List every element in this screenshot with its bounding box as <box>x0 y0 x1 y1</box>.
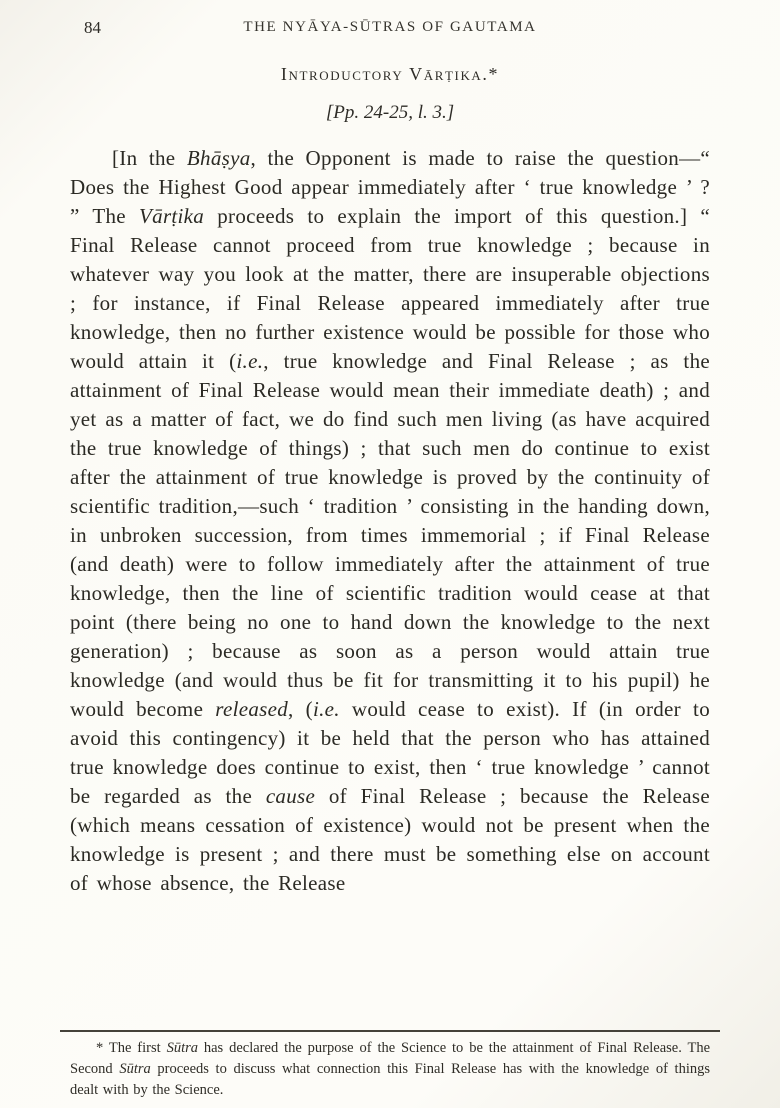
running-head: THE NYĀYA-SŪTRAS OF GAUTAMA <box>243 19 537 35</box>
footnote-text: * The first Sūtra has declared the purpose of the Science to be the attainment of Final Release. The Second Sūtra proceeds to discuss what connection this Final Release has with the knowledge of things dealt with by the Science. <box>70 1040 711 1098</box>
page-number: 84 <box>84 18 101 37</box>
passage-reference: [Pp. 24-25, l. 3.] <box>325 102 455 123</box>
footnote-divider <box>60 1030 720 1032</box>
page-header <box>70 16 710 42</box>
body-paragraph: [In the Bhāṣya, the Opponent is made to raise the question—“ Does the Highest Good appear immediately after ‘ true knowledge ’ ? ” The Vārṭika proceeds to explain the import of this question.] “ Final Release cannot proceed from true knowledge ; because in whatever way you look at the matter, there are insuperable objections ; for instance, if Final Release appeared immediately after true knowledge, then no further existence would be possible for those who would attain it (i.e., true knowledge and Final Release ; as the attainment of Final Release would mean their immediate death) ; and yet as a matter of fact, we do find such men living (as have acquired the true knowledge of things) ; that such men do continue to exist after the attainment of true knowledge is proved by the continuity of scientific tradition,—such ‘ tradition ’ consisting in the handing down, in unbroken succession, from times immemorial ; if Final Release (and death) were to follow immediately after the attainment of true knowledge, then the line of scientific tradition would cease at that point (there being no one to hand down the knowledge to the next generation) ; because as soon as a person would attain true knowledge (and would thus be fit for transmitting it to his pupil) he would become released, (i.e. would cease to exist). If (in order to avoid this contingency) it be held that the person who has attained true knowledge does continue to exist, then ‘ true knowledge ’ cannot be regarded as the cause of Final Release ; because the Release (which means cessation of existence) would not be present when the knowledge is present ; and there must be something else on account of whose absence, the Release <box>70 146 711 895</box>
section-title: Introductory Vārṭika.* <box>280 64 500 84</box>
